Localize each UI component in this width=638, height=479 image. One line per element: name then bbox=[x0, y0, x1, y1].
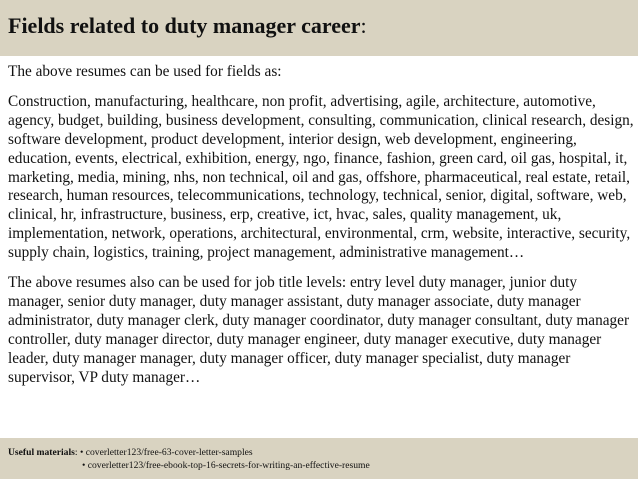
footer-row-1 bbox=[8, 446, 638, 459]
slide-title-text: Fields related to duty manager career bbox=[8, 13, 361, 38]
footer-bar bbox=[0, 438, 638, 479]
slide-title-colon: : bbox=[360, 13, 367, 38]
slide-title bbox=[8, 12, 638, 40]
footer-label-colon: : bbox=[74, 447, 78, 458]
footer-link-resume-ebook[interactable]: • coverletter123/free-ebook-top-16-secrets-for-writing-an-effective-resume bbox=[82, 460, 370, 471]
job-levels-text: The above resumes also can be used for job title levels: entry level duty manager, junior duty manager, senior duty manager, duty manager assistant, duty manager associate, duty manager administrator, duty manager clerk, duty manager coordinator, duty manager consultant, duty manager controller, duty manager director, duty manager engineer, duty manager executive, duty manager leader, duty manager manager, duty manager officer, duty manager specialist, duty manager supervisor, VP duty manager… bbox=[8, 274, 630, 386]
fields-list-text: Construction, manufacturing, healthcare, non profit, advertising, agile, architecture, automotive, agency, budget, building, business development, consulting, communication, clinical research, design, software development, product development, interior design, web development, engineering, education, events, electrical, exhibition, energy, ngo, finance, fashion, green card, oil gas, hospital, it, marketing, media, mining, nhs, non technical, oil and gas, offshore, pharmaceutical, real estate, retail, research, human resources, telecommunications, technology, technical, senior, digital, software, web, clinical, hr, infrastructure, business, erp, creative, ict, hvac, sales, quality management, uk, implementation, network, operations, architectural, environmental, crm, website, interactive, security, supply chain, logistics, training, project management, administrative management… bbox=[8, 92, 634, 262]
slide-content bbox=[8, 63, 634, 388]
footer-label: Useful materials bbox=[8, 447, 75, 458]
footer-row-2 bbox=[8, 459, 638, 472]
footer-link-cover-letter-samples[interactable]: • coverletter123/free-63-cover-letter-samples bbox=[79, 447, 253, 458]
title-bar bbox=[0, 0, 638, 56]
intro-text: The above resumes can be used for fields as: bbox=[8, 63, 282, 80]
